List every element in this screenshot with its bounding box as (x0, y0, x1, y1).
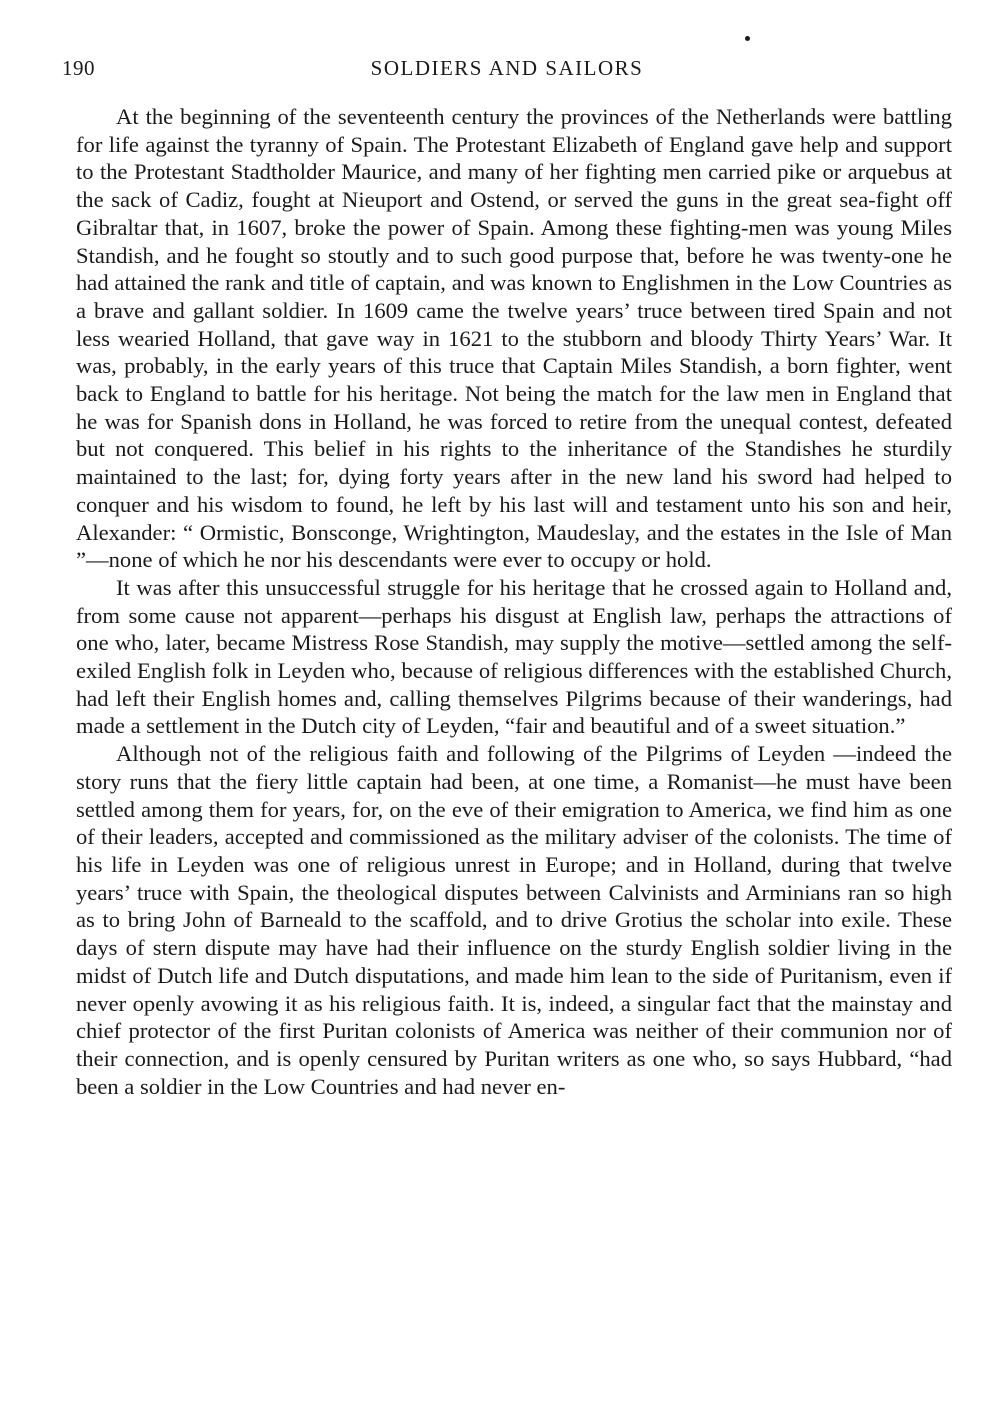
paragraph-3: Although not of the religious faith and following of the Pilgrims of Leyden —indeed the story runs that the fiery little captain had been, at one time, a Romanist—he must have been settled among them for years, for, on the eve of their emigration to America, we find him as one of their leaders, accepted and commissioned as the military adviser of the colonists. The time of his life in Leyden was one of religious unrest in Europe; and in Holland, during that twelve years’ truce with Spain, the theological disputes between Calvinists and Arminians ran so high as to bring John of Barneald to the scaffold, and to drive Grotius the scholar into exile. These days of stern dispute may have had their influence on the sturdy English soldier living in the midst of Dutch life and Dutch disputations, and made him lean to the side of Puritanism, even if never openly avowing it as his religious faith. It is, indeed, a singular fact that the mainstay and chief protector of the first Puritan colonists of America was neither of their communion nor of their connection, and is openly censured by Puritan writers as one who, so says Hubbard, “had been a soldier in the Low Countries and had never en- (76, 741, 952, 1099)
paragraph-1: At the beginning of the seventeenth century the provinces of the Netherlands were battling for life against the tyranny of Spain. The Protestant Elizabeth of England gave help and support to the Protestant Stadtholder Maurice, and many of her fighting men carried pike or arquebus at the sack of Cadiz, fought at Nieuport and Ostend, or served the guns in the great sea-fight off Gibraltar that, in 1607, broke the power of Spain. Among these fighting-men was young Miles Standish, and he fought so stoutly and to such good purpose that, before he was twenty-one he had attained the rank and title of captain, and was known to Englishmen in the Low Countries as a brave and gallant soldier. In 1609 came the twelve years’ truce between tired Spain and not less wearied Holland, that gave way in 1621 to the stubborn and bloody Thirty Years’ War. It was, probably, in the early years of this truce that Captain Miles Standish, a born fighter, went back to England to battle for his heritage. Not being the match for the law men in England that he was for Spanish dons in Holland, he was forced to retire from the unequal contest, defeated but not conquered. This belief in his rights to the inheritance of the Standishes he sturdily maintained to the last; for, dying forty years after in the new land his sword had helped to conquer and his wisdom to found, he left by his last will and testament unto his son and heir, Alexander: “ Ormistic, Bonsconge, Wrightington, Maudeslay, and the estates in the Isle of Man ”—none of which he nor his descendants were ever to occupy or hold. (76, 104, 952, 573)
paragraph-2: It was after this unsuccessful struggle for his heritage that he crossed again to Holland and, from some cause not apparent—perhaps his disgust at English law, perhaps the attractions of one who, later, became Mistress Rose Standish, may supply the motive—settled among the self-exiled English folk in Leyden who, because of religious differences with the established Church, had left their English homes and, calling themselves Pilgrims because of their wanderings, had made a settlement in the Dutch city of Leyden, “fair and beautiful and of a sweet situation.” (76, 574, 952, 739)
ink-speck (745, 36, 750, 41)
page-number: 190 (62, 56, 95, 80)
running-title: SOLDIERS AND SAILORS (370, 56, 644, 80)
page-header (62, 56, 952, 86)
body-text (76, 103, 952, 1100)
